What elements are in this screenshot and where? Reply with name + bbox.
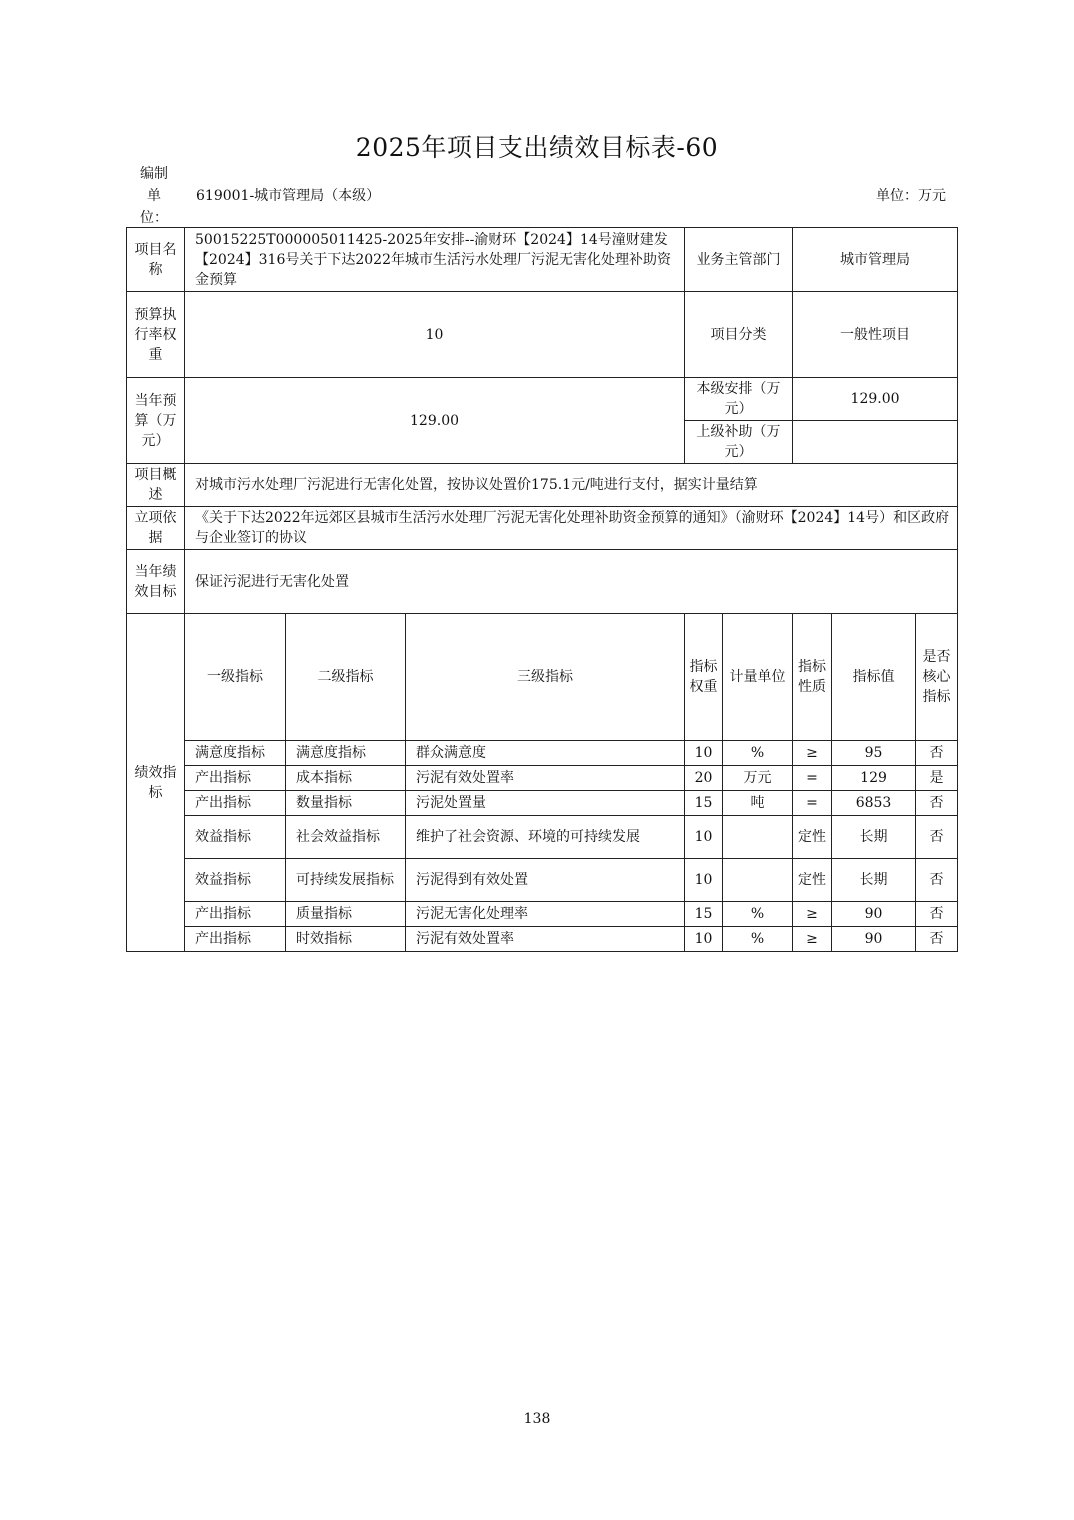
category-label: 项目分类	[685, 292, 793, 378]
cell-value: 长期	[832, 859, 916, 902]
table-row	[127, 859, 958, 902]
cell-unit: 吨	[723, 791, 793, 816]
cell-core: 否	[916, 927, 958, 952]
cell-nature: ≥	[793, 927, 832, 952]
header-level1: 一级指标	[185, 614, 286, 741]
superior-funding-label: 上级补助（万元）	[685, 421, 793, 464]
cell-unit: %	[723, 927, 793, 952]
cell-core: 否	[916, 816, 958, 859]
dept-value: 城市管理局	[793, 228, 958, 292]
cell-weight: 10	[685, 816, 723, 859]
project-name-label: 项目名称	[127, 228, 185, 292]
cell-level1: 产出指标	[185, 766, 286, 791]
table-row	[127, 741, 958, 766]
cell-unit: %	[723, 741, 793, 766]
overview-value: 对城市污水处理厂污泥进行无害化处置，按协议处置价175.1元/吨进行支付，据实计量结算	[185, 464, 958, 507]
cell-level2: 质量指标	[286, 902, 406, 927]
header-unit: 计量单位	[723, 614, 793, 741]
indicators-section-label: 绩效指标	[127, 614, 185, 952]
cell-level3: 群众满意度	[406, 741, 685, 766]
table-row	[127, 766, 958, 791]
cell-unit: %	[723, 902, 793, 927]
cell-nature: ≥	[793, 902, 832, 927]
cell-level3: 污泥无害化处理率	[406, 902, 685, 927]
dept-label: 业务主管部门	[685, 228, 793, 292]
cell-core: 否	[916, 902, 958, 927]
cell-weight: 10	[685, 859, 723, 902]
cell-value: 长期	[832, 816, 916, 859]
cell-nature: ≥	[793, 741, 832, 766]
cell-level2: 时效指标	[286, 927, 406, 952]
header-weight: 指标权重	[685, 614, 723, 741]
cell-nature: 定性	[793, 859, 832, 902]
cell-value: 90	[832, 902, 916, 927]
cell-level2: 成本指标	[286, 766, 406, 791]
cell-level1: 产出指标	[185, 927, 286, 952]
cell-nature: =	[793, 791, 832, 816]
cell-core: 否	[916, 741, 958, 766]
cell-core: 是	[916, 766, 958, 791]
cell-value: 95	[832, 741, 916, 766]
budget-weight-value: 10	[185, 292, 685, 378]
table-row	[127, 816, 958, 859]
budget-weight-label: 预算执行率权重	[127, 292, 185, 378]
header-nature: 指标性质	[793, 614, 832, 741]
performance-table	[126, 227, 958, 952]
cell-level3: 污泥有效处置率	[406, 927, 685, 952]
cell-value: 129	[832, 766, 916, 791]
cell-value: 90	[832, 927, 916, 952]
project-name: 50015225T000005011425-2025年安排--渝财环【2024】14号潼财建发【2024】316号关于下达2022年城市生活污水处理厂污泥无害化处理补助资金预算	[185, 228, 685, 292]
cell-level3: 污泥得到有效处置	[406, 859, 685, 902]
cell-level3: 污泥处置量	[406, 791, 685, 816]
cell-unit	[723, 859, 793, 902]
goal-value: 保证污泥进行无害化处置	[185, 550, 958, 614]
cell-level3: 维护了社会资源、环境的可持续发展	[406, 816, 685, 859]
cell-level2: 数量指标	[286, 791, 406, 816]
table-row	[127, 927, 958, 952]
superior-funding-value	[793, 421, 958, 464]
cell-nature: 定性	[793, 816, 832, 859]
org-label: 编制单位：	[140, 166, 168, 226]
cell-level1: 产出指标	[185, 791, 286, 816]
cell-nature: =	[793, 766, 832, 791]
annual-budget-value: 129.00	[185, 378, 685, 464]
unit-label: 单位：万元	[876, 188, 946, 204]
overview-label: 项目概述	[127, 464, 185, 507]
cell-weight: 15	[685, 791, 723, 816]
cell-weight: 15	[685, 902, 723, 927]
table-row	[127, 902, 958, 927]
cell-level2: 可持续发展指标	[286, 859, 406, 902]
cell-level1: 满意度指标	[185, 741, 286, 766]
cell-level2: 社会效益指标	[286, 816, 406, 859]
org-value: 619001-城市管理局（本级）	[196, 188, 381, 204]
cell-weight: 20	[685, 766, 723, 791]
cell-weight: 10	[685, 741, 723, 766]
cell-unit: 万元	[723, 766, 793, 791]
local-funding-label: 本级安排（万元）	[685, 378, 793, 421]
cell-unit	[723, 816, 793, 859]
cell-core: 否	[916, 791, 958, 816]
cell-weight: 10	[685, 927, 723, 952]
header-core: 是否核心指标	[916, 614, 958, 741]
basis-label: 立项依据	[127, 507, 185, 550]
header-level2: 二级指标	[286, 614, 406, 741]
cell-level1: 效益指标	[185, 816, 286, 859]
basis-value: 《关于下达2022年远郊区县城市生活污水处理厂污泥无害化处理补助资金预算的通知》（渝财环【2024】14号）和区政府与企业签订的协议	[185, 507, 958, 550]
cell-value: 6853	[832, 791, 916, 816]
goal-label: 当年绩效目标	[127, 550, 185, 614]
header-value: 指标值	[832, 614, 916, 741]
table-row	[127, 791, 958, 816]
annual-budget-label: 当年预算（万元）	[127, 378, 185, 464]
page-title: 2025年项目支出绩效目标表-60	[355, 133, 719, 162]
header-level3: 三级指标	[406, 614, 685, 741]
local-funding-value: 129.00	[793, 378, 958, 421]
category-value: 一般性项目	[793, 292, 958, 378]
cell-level1: 效益指标	[185, 859, 286, 902]
page-number: 138	[523, 1411, 551, 1427]
cell-core: 否	[916, 859, 958, 902]
cell-level2: 满意度指标	[286, 741, 406, 766]
cell-level1: 产出指标	[185, 902, 286, 927]
cell-level3: 污泥有效处置率	[406, 766, 685, 791]
